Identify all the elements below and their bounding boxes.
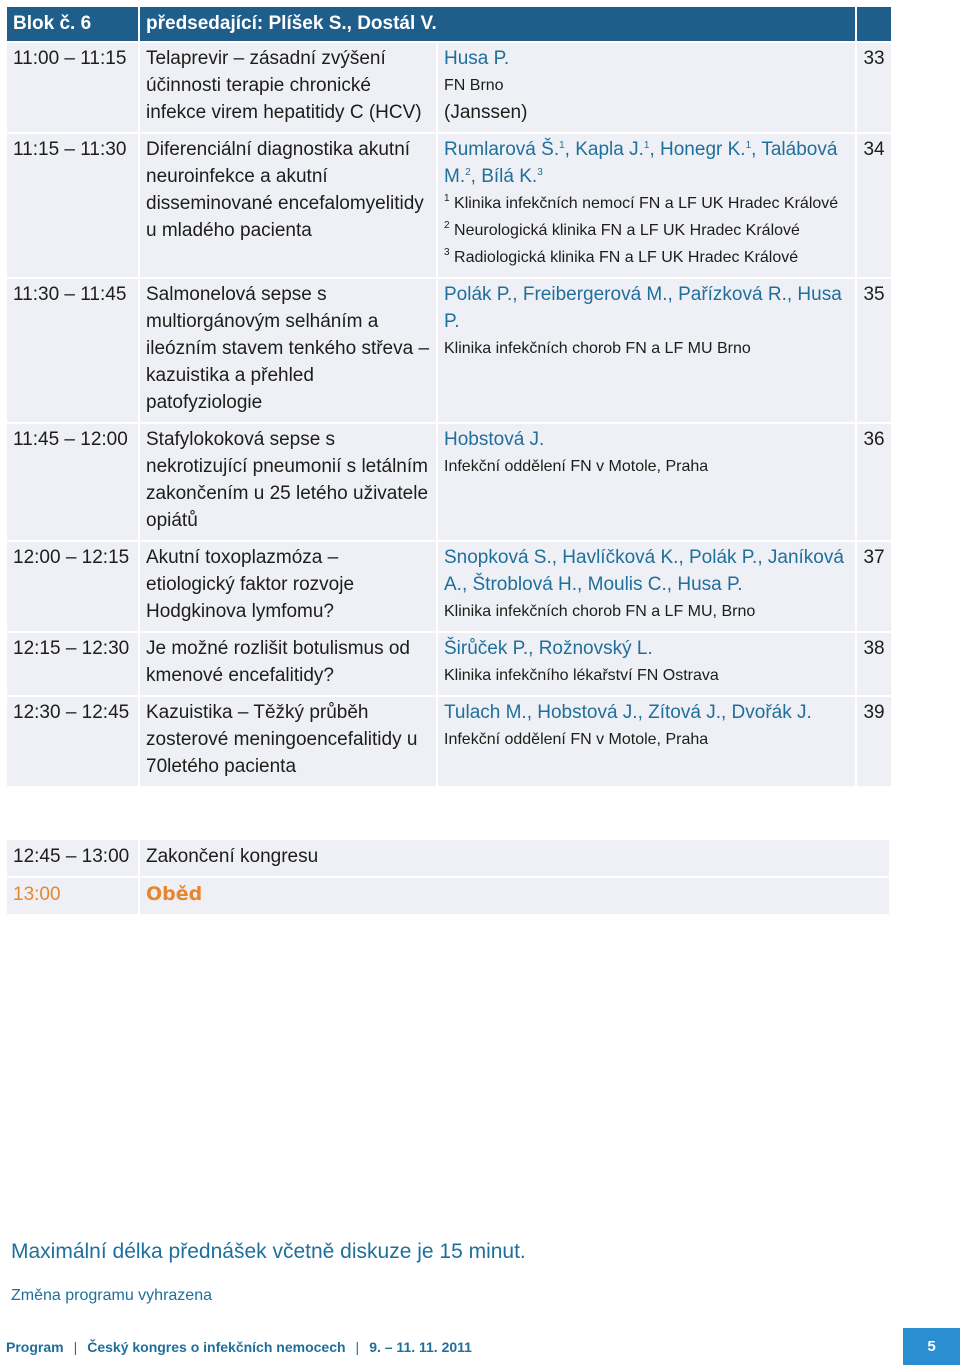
session-authors: Širůček P., Rožnovský L. (444, 638, 653, 659)
session-page: 36 (857, 424, 891, 540)
session-title: Akutní toxoplazmóza – etiologický faktor rozvoje Hodgkinova lymfomu? (140, 542, 436, 631)
session-title: Salmonelová sepse s multiorgánovým selháním a ileózním stavem tenkého střeva – kazuistika a přehled patofyziologie (140, 279, 436, 422)
lunch-time: 13:00 (7, 878, 138, 914)
lunch-row (7, 878, 889, 914)
closing-time: 12:45 – 13:00 (7, 840, 138, 876)
session-affiliation: Infekční oddělení FN v Motole, Praha (444, 731, 709, 748)
session-time: 11:15 – 11:30 (7, 134, 138, 277)
duration-note: Maximální délka přednášek včetně diskuze je 15 minut. (11, 1240, 526, 1263)
footer-program: Program (6, 1339, 64, 1355)
session-row (7, 134, 891, 277)
closing-row (7, 840, 889, 876)
session-affiliation: Klinika infekčního lékařství FN Ostrava (444, 667, 719, 684)
session-time: 11:30 – 11:45 (7, 279, 138, 422)
session-affiliation: $^1$ Klinika infekčních nemocí FN a LF UK Hradec Králové (444, 193, 839, 212)
page-footer: Program | Český kongres o infekčních nemocech | 9. – 11. 11. 2011 (6, 1339, 472, 1355)
session-affiliation: $^3$ Radiologická klinika FN a LF UK Hradec Králové (444, 247, 799, 266)
footer-dates: 9. – 11. 11. 2011 (369, 1339, 472, 1355)
lunch-title: Oběd (140, 878, 889, 914)
block-header (7, 7, 891, 41)
session-row (7, 43, 891, 132)
session-authors: Husa P. (444, 48, 510, 69)
session-row (7, 279, 891, 422)
session-row (7, 697, 891, 786)
session-authors: Rumlarová Š.$^1$, Kapla J.$^1$, Honegr K.$^1$, Talábová M.$^2$, Bílá K.$^3$ (444, 139, 838, 187)
session-title: Je možné rozlišit botulismus od kmenové encefalitidy? (140, 633, 436, 695)
session-affiliation: Infekční oddělení FN v Motole, Praha (444, 458, 709, 475)
session-time: 12:15 – 12:30 (7, 633, 138, 695)
closing-title: Zakončení kongresu (140, 840, 889, 876)
session-page: 34 (857, 134, 891, 277)
session-authors: Snopková S., Havlíčková K., Polák P., Janíková A., Štroblová H., Moulis C., Husa P. (444, 547, 844, 595)
page-number: 5 (903, 1328, 960, 1365)
session-title: Stafylokoková sepse s nekrotizující pneumonií s letálním zakončením u 25 letého uživatele opiátů (140, 424, 436, 540)
session-time: 12:00 – 12:15 (7, 542, 138, 631)
block-label: Blok č. 6 (7, 7, 138, 41)
session-authors: Polák P., Freibergerová M., Pařízková R., Husa P. (444, 284, 842, 332)
session-page: 35 (857, 279, 891, 422)
session-page: 33 (857, 43, 891, 132)
closing-table (5, 838, 891, 916)
session-row (7, 542, 891, 631)
session-time: 11:45 – 12:00 (7, 424, 138, 540)
session-affiliation: $^2$ Neurologická klinika FN a LF UK Hradec Králové (444, 220, 800, 239)
session-title: Diferenciální diagnostika akutní neuroinfekce a akutní disseminované encefalomyelitidy u mladého pacienta (140, 134, 436, 277)
session-authors: Hobstová J. (444, 429, 545, 450)
session-sponsor: (Janssen) (444, 102, 528, 123)
session-row (7, 633, 891, 695)
session-authors: Tulach M., Hobstová J., Zítová J., Dvořák J. (444, 702, 812, 723)
block-chairs: předsedající: Plíšek S., Dostál V. (140, 7, 855, 41)
session-time: 12:30 – 12:45 (7, 697, 138, 786)
session-title: Kazuistika – Těžký průběh zosterové meningoencefalitidy u 70letého pacienta (140, 697, 436, 786)
session-affiliation: Klinika infekčních chorob FN a LF MU Brno (444, 340, 751, 357)
session-affiliation: FN Brno (444, 77, 504, 94)
program-table (5, 5, 893, 788)
session-page: 39 (857, 697, 891, 786)
session-row (7, 424, 891, 540)
session-page: 37 (857, 542, 891, 631)
change-note: Změna programu vyhrazena (11, 1287, 212, 1304)
session-title: Telaprevir – zásadní zvýšení účinnosti terapie chronické infekce virem hepatitidy C (HCV) (140, 43, 436, 132)
footer-congress: Český kongres o infekčních nemocech (87, 1339, 346, 1355)
session-time: 11:00 – 11:15 (7, 43, 138, 132)
session-affiliation: Klinika infekčních chorob FN a LF MU, Brno (444, 603, 756, 620)
session-page: 38 (857, 633, 891, 695)
